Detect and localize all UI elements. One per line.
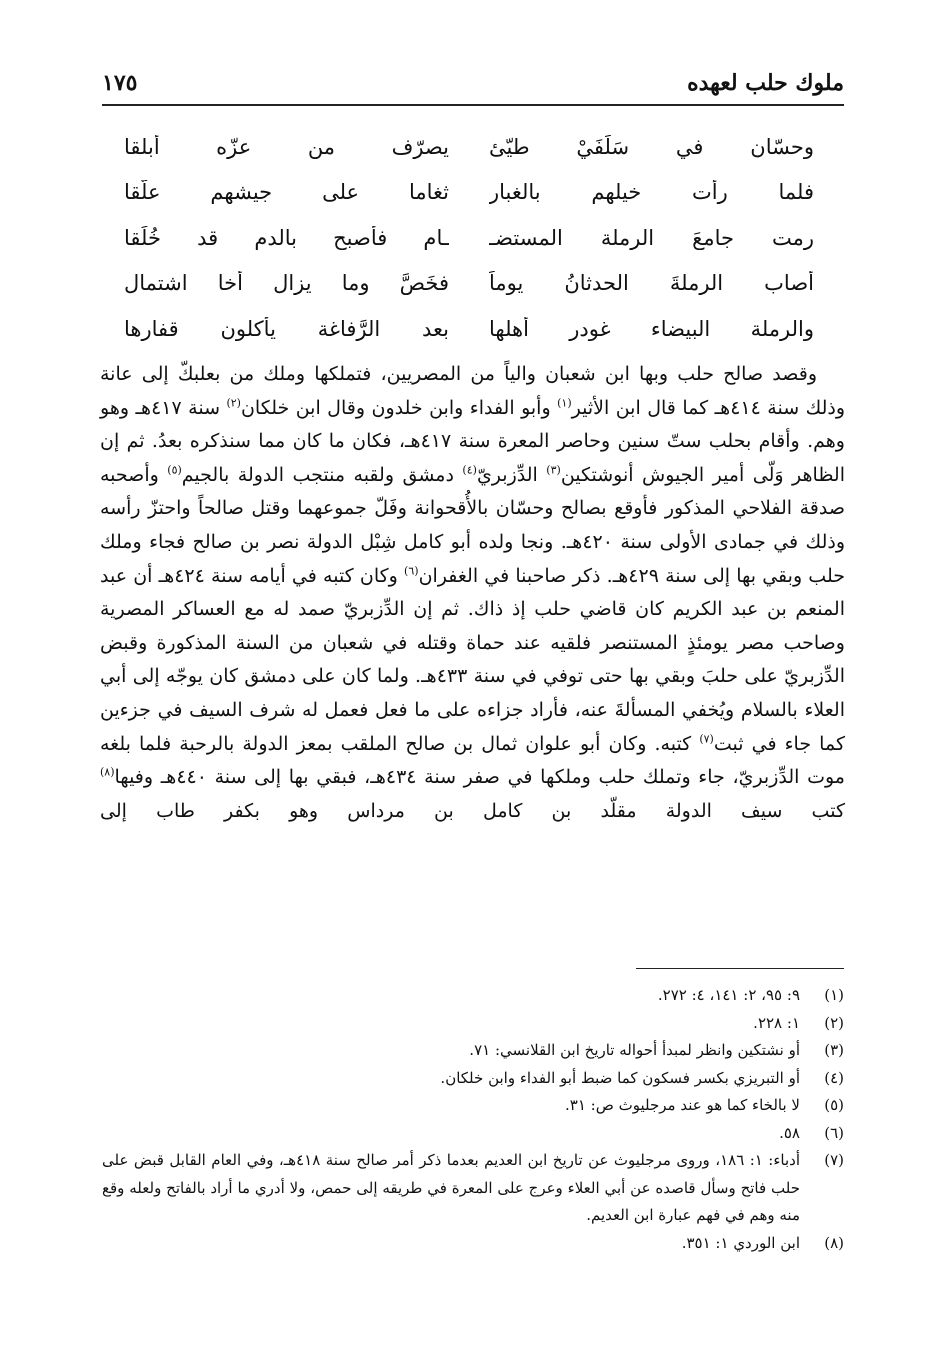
footnote-number: (٥) [824, 1096, 844, 1114]
verse-first-hemistich: أصاب الرملةَ الحدثانُ يوماً [489, 271, 814, 296]
verse-second-hemistich: ـام فأصبح بالدم قد خُلِّقا [124, 225, 449, 250]
footnote [102, 1092, 844, 1120]
text-run: الدِّزبريّ [476, 463, 547, 486]
footnote-text: أو نشتكين وانظر لمبدأ أحواله تاريخ ابن القلانسي: ٧١. [469, 1041, 800, 1059]
verse-line [124, 215, 814, 261]
footnote-text: ١: ٢٢٨. [753, 1013, 800, 1032]
verse-second-hemistich: بعد الرَّفاغة يأكلون قفارها [124, 316, 449, 341]
footnote-ref[interactable]: (٤) [462, 463, 477, 477]
footnote-number: (١) [824, 986, 844, 1004]
verse-line [124, 170, 814, 216]
body-paragraph [100, 358, 845, 828]
verse-first-hemistich: وحسّان في سَلَفَيْ طيّئ [489, 134, 814, 159]
footnote [102, 1010, 844, 1038]
footnote-ref[interactable]: (٨) [100, 765, 115, 779]
page-number: ١٧٥ [102, 70, 138, 96]
footnote-ref[interactable]: (٥) [167, 463, 182, 477]
footnote-ref[interactable]: (٧) [699, 732, 714, 746]
footnote-number: (٢) [824, 1013, 844, 1032]
footnote-text: أو التبريزي بكسر فسكون كما ضبط أبو الفداء وابن خلكان. [440, 1068, 800, 1087]
verse-second-hemistich: ثغاما على جيشهم علّقا [124, 180, 449, 205]
text-run: كتب سيف الدولة مقلّد بن كامل بن مرداس وهو بكفر طاب إلى [100, 799, 845, 822]
verse-first-hemistich: رمت جامعَ الرملة المستضـ [489, 225, 814, 250]
footnote-number: (٧) [824, 1151, 844, 1169]
footnote-text: ابن الوردي ١: ٣٥١. [681, 1233, 800, 1252]
footnote-text: ٥٨. [779, 1123, 800, 1142]
text-run: كتبه. وكان أبو علوان ثمال بن صالح الملقب بمعز الدولة بالرحبة فلما بلغه موت الدِّزبريّ، جاء وتملك حلب وملكها في صفر سنة ٤٣٤هـ، فبقي بها إلى سنة ٤٤٠هـ وفيها [100, 732, 845, 789]
footnote-ref[interactable]: (٦) [404, 564, 419, 578]
footnote-text: ٩: ٩٥، ٢: ١٤١، ٤: ٢٧٢. [657, 986, 800, 1004]
footnote [102, 982, 844, 1010]
footnotes [102, 982, 844, 1257]
page-header [102, 66, 844, 100]
footnote-text: لا بالخاء كما هو عند مرجليوث ص: ٣١. [565, 1096, 800, 1114]
verse-second-hemistich: يصرّف من عزّه أبلقا [124, 134, 449, 159]
verse-line [124, 124, 814, 170]
verse-line [124, 261, 814, 307]
footnote-ref[interactable]: (١) [557, 396, 572, 410]
body-text [100, 358, 845, 828]
footnote-ref[interactable]: (٢) [226, 396, 241, 410]
footnote [102, 1147, 844, 1230]
footnote-number: (٤) [824, 1068, 844, 1087]
text-run: وأصحبه صدقة الفلاحي المذكور فأوقع بصالح وحسّان بالأُقحوانة وفَلّ جموعهما وقتل صالحاً واحتزّ رأسه وذلك في جمادى الأولى سنة ٤٢٠هـ. ونجا ولده أبو كامل شِبْل الدولة نصر بن صالح فجاء وملك حلب وبقي بها إلى سنة ٤٢٩هـ. ذكر صاحبنا في الغفران [100, 463, 845, 587]
footnote [102, 1230, 844, 1258]
footnote [102, 1037, 844, 1065]
poem-verses [124, 124, 814, 352]
footnote-number: (٣) [824, 1041, 844, 1059]
footnote-number: (٨) [824, 1233, 844, 1252]
footnote-separator [636, 968, 844, 969]
footnote-text: أدباء: ١: ١٨٦، وروى مرجليوث عن تاريخ ابن العديم بعدما ذكر أمر صالح سنة ٤١٨هـ، وفي العام القابل قبض على حلب فاتح وسأل قاصده عن أبي العلاء وعرج على المعرة في طريقه إلى حمص، ولا أدري ما أراد بالفاتح ولعله وقع منه وهم في فهم عبارة ابن العديم. [102, 1151, 800, 1224]
verse-second-hemistich: فخَصَّ وما يزال أخا اشتمال [124, 271, 449, 296]
footnote-number: (٦) [824, 1123, 844, 1142]
text-run: سنة ٤١٧هـ وهو وهم. وأقام بحلب ستّ سنين وحاصر المعرة سنة ٤١٧هـ، فكان ما كان مما سنذكره بعدُ. ثم إن الظاهر وَلّى أمير الجيوش أنوشتكين [100, 396, 845, 486]
verse-first-hemistich: والرملة البيضاء غودر أهلها [489, 316, 814, 341]
footnote [102, 1120, 844, 1148]
verse-first-hemistich: فلما رأت خيلهم بالغبار [489, 180, 814, 205]
footnote-ref[interactable]: (٣) [546, 463, 561, 477]
text-run: وكان كتبه في أيامه سنة ٤٢٤هـ أن عبد المنعم بن عبد الكريم كان قاضي حلب إذ ذاك. ثم إن الدِّزبريّ صمد له مع العساكر المصرية وصاحب مصر يومئذٍ المستنصر فلقيه عند حماة وقتله في شعبان من السنة المذكورة وقبض الدِّزبريّ على حلبَ وبقي بها حتى توفي في سنة ٤٣٣هـ. ولما كان على دمشق كان يوجّه إلى أبي العلاء بالسلام ويُخفي المسألةَ عنه، فأراد جزاءه على ما فعل فعمل له شرف السيف في جزءين كما جاء في ثبت [100, 564, 845, 755]
verse-line [124, 306, 814, 352]
running-title: ملوك حلب لعهده [687, 70, 844, 96]
text-run: وأبو الفداء وابن خلدون وقال ابن خلكان [240, 396, 558, 419]
text-run: وقصد صالح حلب وبها ابن شعبان والياً من المصريين، فتملكها وملك من بعلبكّ إلى عانة وذلك سنة ٤١٤هـ كما قال ابن الأثير [100, 363, 846, 419]
footnote [102, 1065, 844, 1093]
text-run: دمشق ولقبه منتجب الدولة بالجيم [181, 463, 463, 486]
header-rule [102, 104, 844, 106]
